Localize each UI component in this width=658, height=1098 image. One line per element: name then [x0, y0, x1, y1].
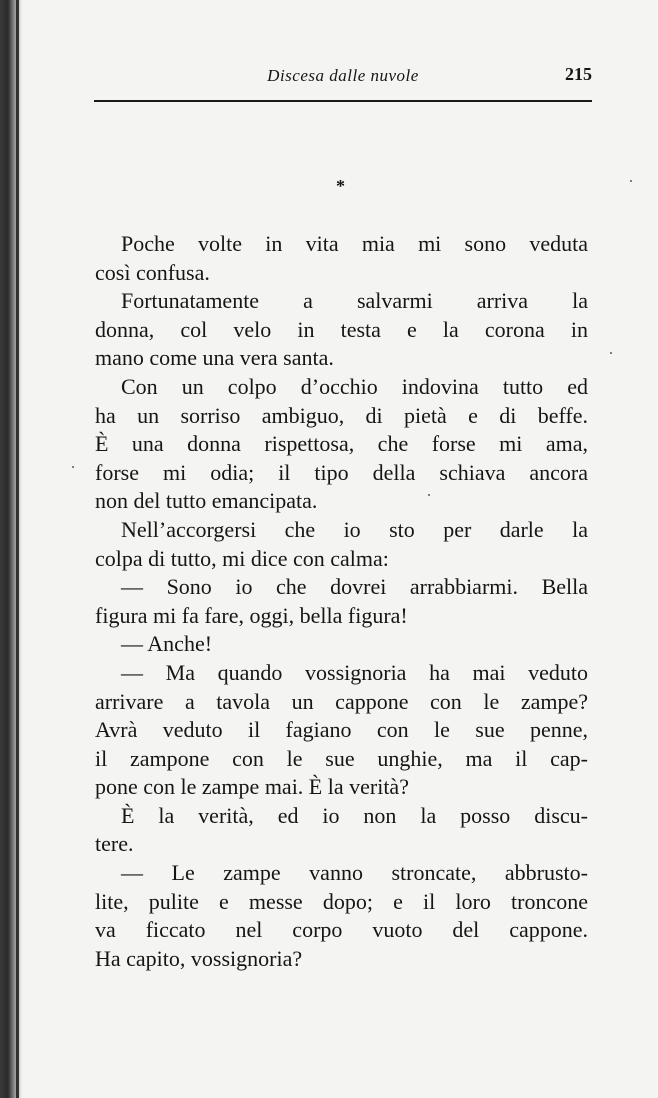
text-line: — Anche!	[121, 631, 213, 657]
text-line: È la verità, ed io non la posso discu-	[121, 802, 588, 828]
text-line: così confusa.	[95, 259, 210, 285]
text-line: donna, col velo in testa e la corona in	[95, 316, 588, 342]
text-line: È una donna rispettosa, che forse mi ama,	[95, 431, 588, 457]
text-line: non del tutto emancipata.	[95, 488, 318, 514]
text-line: il zampone con le sue unghie, ma il cap-	[95, 745, 588, 771]
body-text	[95, 230, 588, 973]
text-line: pone con le zampe mai. È la verità?	[95, 774, 409, 800]
text-line: figura mi fa fare, oggi, bella figura!	[95, 602, 408, 628]
text-line: ha un sorriso ambiguo, di pietà e di beffe.	[95, 402, 588, 428]
text-line: lite, pulite e messe dopo; e il loro troncone	[95, 888, 588, 914]
text-line: — Sono io che dovrei arrabbiarmi. Bella	[121, 574, 588, 600]
text-line: va ficcato nel corpo vuoto del cappone.	[95, 917, 588, 943]
text-line: Ha capito, vossignoria?	[95, 945, 303, 971]
text-line: arrivare a tavola un cappone con le zampe?	[95, 688, 588, 714]
running-head	[94, 60, 592, 92]
text-line: — Le zampe vanno stroncate, abbrusto-	[121, 860, 588, 886]
text-line: Poche volte in vita mia mi sono veduta	[121, 231, 588, 256]
section-separator: *	[336, 176, 345, 196]
page-binding-edge	[16, 0, 19, 1098]
text-line: tere.	[95, 831, 134, 857]
paper-speck	[630, 180, 632, 182]
paper-speck	[72, 466, 74, 468]
text-line: Avrà veduto il fagiano con le sue penne,	[95, 717, 588, 743]
text-line: mano come una vera santa.	[95, 345, 334, 371]
paper-speck	[428, 494, 430, 496]
running-title: Discesa dalle nuvole	[267, 66, 419, 85]
text-line: Nell’accorgersi che io sto per darle la	[121, 516, 588, 542]
text-line: Con un colpo d’occhio indovina tutto ed	[121, 373, 588, 399]
page-number: 215	[565, 64, 592, 84]
text-line: — Ma quando vossignoria ha mai veduto	[121, 659, 588, 685]
paper-speck	[610, 352, 612, 354]
text-line: Fortunatamente a salvarmi arriva la	[121, 288, 588, 314]
text-line: forse mi odia; il tipo della schiava ancora	[95, 459, 588, 485]
text-line: colpa di tutto, mi dice con calma:	[95, 545, 389, 571]
header-rule	[94, 100, 592, 102]
